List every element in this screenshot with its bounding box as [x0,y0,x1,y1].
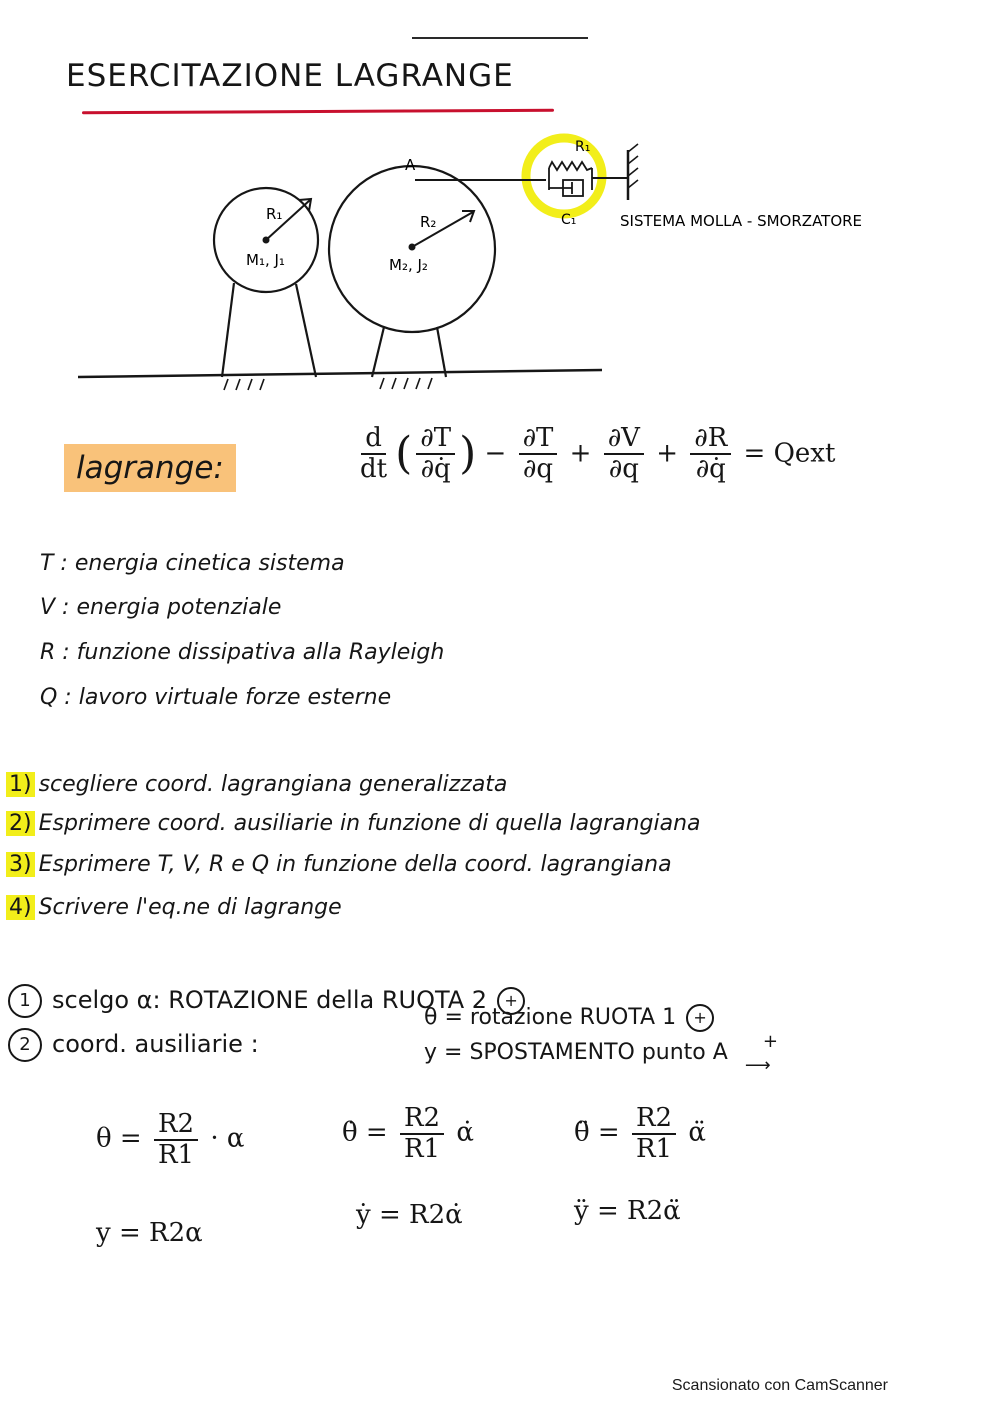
wall-hatch-1 [628,144,638,152]
wheel-1-mass-label: M₁, J₁ [246,251,285,269]
eq-frac-dT-dq [519,424,558,483]
procedure-step-2 [6,811,701,836]
relation-lhs: θ̇ = [342,1117,388,1148]
relation-rhs: α̈ [688,1117,706,1148]
relation-theta-dot [342,1104,474,1163]
eq-plus-2: + [656,438,678,469]
fraction-num: R2 [632,1104,676,1135]
step-text: Esprimere coord. ausiliarie in funzione di quella lagrangiana [38,811,701,836]
lagrange-equation [352,424,835,483]
positive-rotation-sign: + [686,1004,714,1032]
step-text: Esprimere T, V, R e Q in funzione della coord. lagrangiana [38,852,672,877]
ground-hatch-2 [236,379,240,390]
eq-frac-dR-dqdot [690,424,731,483]
system-label: SISTEMA MOLLA - SMORZATORE [620,212,863,230]
scanner-watermark: Scansionato con CamScanner [671,1377,888,1394]
eq-frac-5-num: ∂R [690,424,731,455]
definition-R: R : funzione dissipativa alla Rayleigh [40,640,445,665]
spring-damper-highlight [526,138,602,214]
fraction-den: R1 [157,1139,195,1170]
relation-fraction [154,1110,198,1169]
choice-step-2 [8,1028,259,1062]
step-text: Scrivere l'eq.ne di lagrange [38,895,342,920]
eq-minus: − [484,438,507,469]
eq-frac-4-den: ∂q [608,453,639,484]
eq-frac-2-num: ∂T [416,424,455,455]
step-number-badge: 1) [6,772,35,797]
relation-y-ddot: ÿ = R2α̈ [574,1196,681,1226]
ground-hatch-9 [428,378,432,389]
fraction-num: R2 [400,1104,444,1135]
eq-frac-3-den: ∂q [522,453,553,484]
relation-theta [96,1110,244,1169]
wheel-2-radius-label: R₂ [420,213,437,231]
circled-number: 1 [8,984,42,1018]
ground [78,370,602,377]
page-title: ESERCITAZIONE LAGRANGE [66,58,514,94]
ground-hatch-8 [416,378,420,389]
point-a-label: A [405,156,416,174]
damper-label: C₁ [561,212,577,228]
ground-hatch-1 [224,379,228,390]
ground-hatch-7 [404,378,408,389]
definition-V: V : energia potenziale [40,595,282,620]
ground-hatch-4 [260,379,264,390]
eq-frac-5-den: ∂q̇ [695,453,726,484]
support-1-left [222,283,234,377]
arrow-sign: + [762,1031,778,1052]
wheel-2-mass-label: M₂, J₂ [389,256,428,274]
support-1-right [296,284,316,377]
relation-rhs: · α [210,1123,245,1154]
definition-T: T : energia cinetica sistema [40,551,345,576]
relation-y: y = R2α [96,1218,203,1248]
step-text: scegliere coord. lagrangiana generalizzata [38,772,508,797]
aux-coord-y [424,1031,795,1076]
choice-text: coord. ausiliarie : [52,1030,259,1058]
choice-text: scelgo α: ROTAZIONE della RUOTA 2 [52,986,488,1014]
procedure-step-1 [6,772,507,797]
step-number-badge: 2) [6,811,35,836]
support-2-right [437,327,446,377]
eq-frac-4-num: ∂V [604,424,644,455]
wheel-1-radius-label: R₁ [266,205,283,223]
spring [549,162,592,170]
relation-y-dot: ẏ = R2α̇ [356,1200,463,1230]
relation-lhs: θ = [96,1123,142,1154]
relation-rhs: α̇ [456,1117,474,1148]
aux-coord-theta-text: θ = rotazione RUOTA 1 [424,1005,677,1030]
step-number-badge: 3) [6,852,35,877]
procedure-step-3 [6,852,672,877]
ground-hatch-3 [248,379,252,390]
eq-frac-3-num: ∂T [519,424,558,455]
definition-Q: Q : lavoro virtuale forze esterne [40,685,392,710]
eq-frac-dV-dq [604,424,644,483]
relation-fraction [400,1104,444,1163]
lagrange-label: lagrange: [64,444,236,492]
eq-plus-1: + [569,438,592,469]
arrow-shaft-icon: ⟶ [744,1055,771,1076]
eq-frac-1-den: dt [360,453,388,484]
ground-hatch-5 [380,378,384,389]
circled-number: 2 [8,1028,42,1062]
procedure-step-4 [6,895,342,920]
spring-label: R₁ [575,139,591,155]
aux-coord-theta [424,1004,714,1032]
wheel-2-center [409,244,416,251]
wall-hatch-3 [628,168,638,176]
wall-hatch-4 [628,180,638,188]
mechanism-diagram [0,0,1000,420]
relation-fraction [632,1104,676,1163]
eq-frac-1-num: d [361,424,386,455]
support-2-left [372,327,384,377]
relation-lhs: θ̈ = [574,1117,620,1148]
aux-coord-y-text: y = SPOSTAMENTO punto A [424,1040,728,1065]
eq-frac-2-den: ∂q̇ [420,453,451,484]
eq-paren-close: ) [459,428,477,480]
fraction-den: R1 [635,1133,673,1164]
eq-frac-d-dt [356,424,391,483]
relation-theta-ddot [574,1104,706,1163]
fraction-num: R2 [154,1110,198,1141]
eq-frac-dT-dqdot [416,424,455,483]
wheel-1-center [263,237,270,244]
ground-hatch-6 [392,378,396,389]
wall-hatch-2 [628,156,638,164]
positive-rotation-sign: + [497,987,525,1015]
eq-rhs: = Qext [743,438,836,469]
step-number-badge: 4) [6,895,35,920]
eq-paren-open: ( [395,428,413,480]
fraction-den: R1 [403,1133,441,1164]
positive-direction-arrow [744,1031,795,1076]
